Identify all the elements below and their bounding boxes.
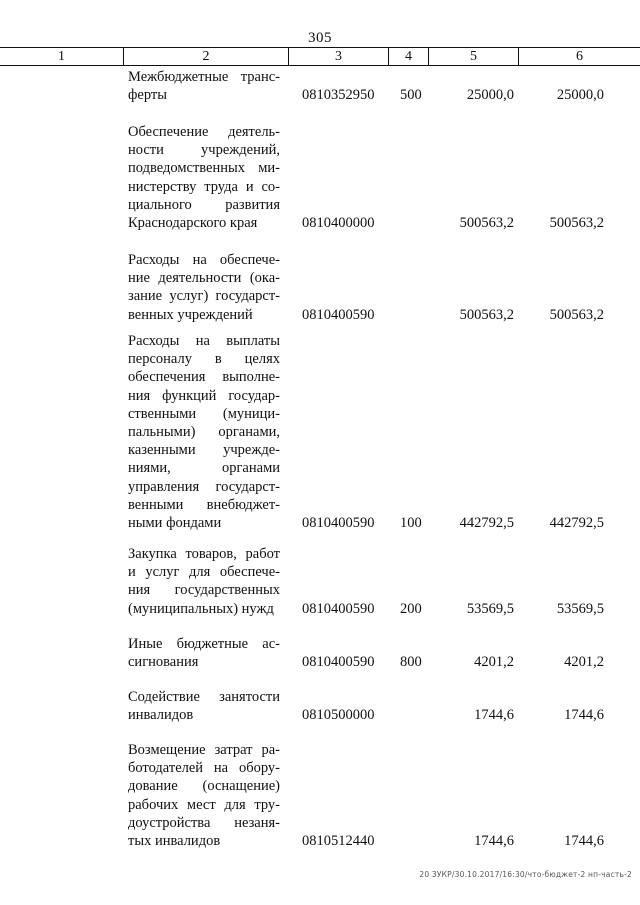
table-row xyxy=(0,251,640,324)
description-line: дование (оснащение) xyxy=(128,778,280,795)
header-col-4: 4 xyxy=(388,48,428,65)
description-line: Иные бюджетные ас- xyxy=(128,636,280,652)
table-header xyxy=(0,47,640,66)
row-code: 0810400590 xyxy=(302,654,375,671)
header-col-2: 2 xyxy=(123,48,288,65)
description-line: Краснодарского края xyxy=(128,215,258,232)
description-line: Межбюджетные транс- xyxy=(128,69,280,85)
description-line: и услуг для обеспече- xyxy=(128,564,280,581)
description-line: ственными (муници- xyxy=(128,405,280,422)
description-line: Содействие занятости xyxy=(128,689,280,705)
row-code: 0810500000 xyxy=(302,707,375,724)
page-number: 305 xyxy=(308,30,332,46)
row-value-col5: 53569,5 xyxy=(466,600,514,617)
row-expense-kind: 200 xyxy=(400,600,422,617)
description-line: инвалидов xyxy=(128,707,194,724)
description-line: ботодателей на обору- xyxy=(128,760,280,777)
description-line: ферты xyxy=(128,87,167,104)
description-line: рабочих мест для тру- xyxy=(128,796,280,813)
description-line: обеспечения выполне- xyxy=(128,369,280,386)
description-line: пальными) органами, xyxy=(128,424,280,441)
row-value-col6: 53569,5 xyxy=(556,600,604,617)
description-line: нистерству труда и со- xyxy=(128,178,280,195)
header-col-6: 6 xyxy=(518,48,640,65)
description-line: Расходы на выплаты xyxy=(128,333,280,349)
table-row xyxy=(0,68,640,104)
row-value-col5: 500563,2 xyxy=(459,214,514,231)
description-line: казенными учрежде- xyxy=(128,442,280,459)
table-row xyxy=(0,741,640,850)
footer-note: 20 ЗУКР/30.10.2017/16:30/что-бюджет-2 нп-часть-2 xyxy=(419,870,632,879)
description-line: сигнования xyxy=(128,654,199,671)
description-line: ниями, органами xyxy=(128,460,280,477)
row-value-col6: 25000,0 xyxy=(556,87,604,104)
row-value-col6: 500563,2 xyxy=(549,306,604,323)
description-line: ния государственных xyxy=(128,582,280,599)
header-col-5: 5 xyxy=(428,48,518,65)
row-value-col6: 442792,5 xyxy=(549,514,604,531)
description-line: ния функций государ- xyxy=(128,387,280,404)
row-value-col5: 4201,2 xyxy=(474,654,514,671)
row-code: 0810400590 xyxy=(302,306,375,323)
row-value-col5: 1744,6 xyxy=(474,707,514,724)
row-value-col5: 500563,2 xyxy=(459,306,514,323)
description-line: Возмещение затрат ра- xyxy=(128,742,280,758)
row-code: 0810352950 xyxy=(302,87,375,104)
header-col-1: 1 xyxy=(58,49,65,64)
description-line: управления государст- xyxy=(128,478,280,495)
row-value-col5: 25000,0 xyxy=(466,87,514,104)
row-expense-kind: 100 xyxy=(400,514,422,531)
header-col-3: 3 xyxy=(288,48,388,65)
table-row xyxy=(0,545,640,618)
description-line: персоналу в целях xyxy=(128,351,280,368)
table-row xyxy=(0,635,640,671)
table-row xyxy=(0,123,640,232)
row-code: 0810400590 xyxy=(302,600,375,617)
row-description xyxy=(128,741,280,850)
description-line: циального развития xyxy=(128,196,280,213)
row-value-col6: 1744,6 xyxy=(564,832,604,849)
description-line: ние деятельности (ока- xyxy=(128,270,280,287)
row-code: 0810512440 xyxy=(302,832,375,849)
row-value-col6: 1744,6 xyxy=(564,707,604,724)
description-line: ности учреждений, xyxy=(128,142,280,159)
row-expense-kind: 800 xyxy=(400,654,422,671)
description-line: тых инвалидов xyxy=(128,833,221,850)
row-description xyxy=(128,635,280,671)
description-line: венными внебюджет- xyxy=(128,496,280,513)
description-line: (муниципальных) нужд xyxy=(128,600,274,617)
table-row xyxy=(0,688,640,724)
row-value-col5: 442792,5 xyxy=(459,514,514,531)
row-code: 0810400590 xyxy=(302,514,375,531)
row-description xyxy=(128,251,280,324)
row-value-col6: 500563,2 xyxy=(549,214,604,231)
row-code: 0810400000 xyxy=(302,214,375,231)
description-line: венных учреждений xyxy=(128,306,253,323)
row-description xyxy=(128,123,280,232)
description-line: доустройства незаня- xyxy=(128,814,280,831)
table-row xyxy=(0,332,640,532)
description-line: Расходы на обеспече- xyxy=(128,252,280,268)
row-value-col5: 1744,6 xyxy=(474,832,514,849)
row-expense-kind: 500 xyxy=(400,87,422,104)
row-description xyxy=(128,68,280,104)
description-line: зание услуг) государст- xyxy=(128,288,280,305)
row-description xyxy=(128,332,280,532)
description-line: ными фондами xyxy=(128,515,222,532)
description-line: Закупка товаров, работ xyxy=(128,546,280,562)
row-description xyxy=(128,545,280,618)
description-line: Обеспечение деятель- xyxy=(128,124,280,140)
row-description xyxy=(128,688,280,724)
row-value-col6: 4201,2 xyxy=(564,654,604,671)
description-line: подведомственных ми- xyxy=(128,160,280,177)
